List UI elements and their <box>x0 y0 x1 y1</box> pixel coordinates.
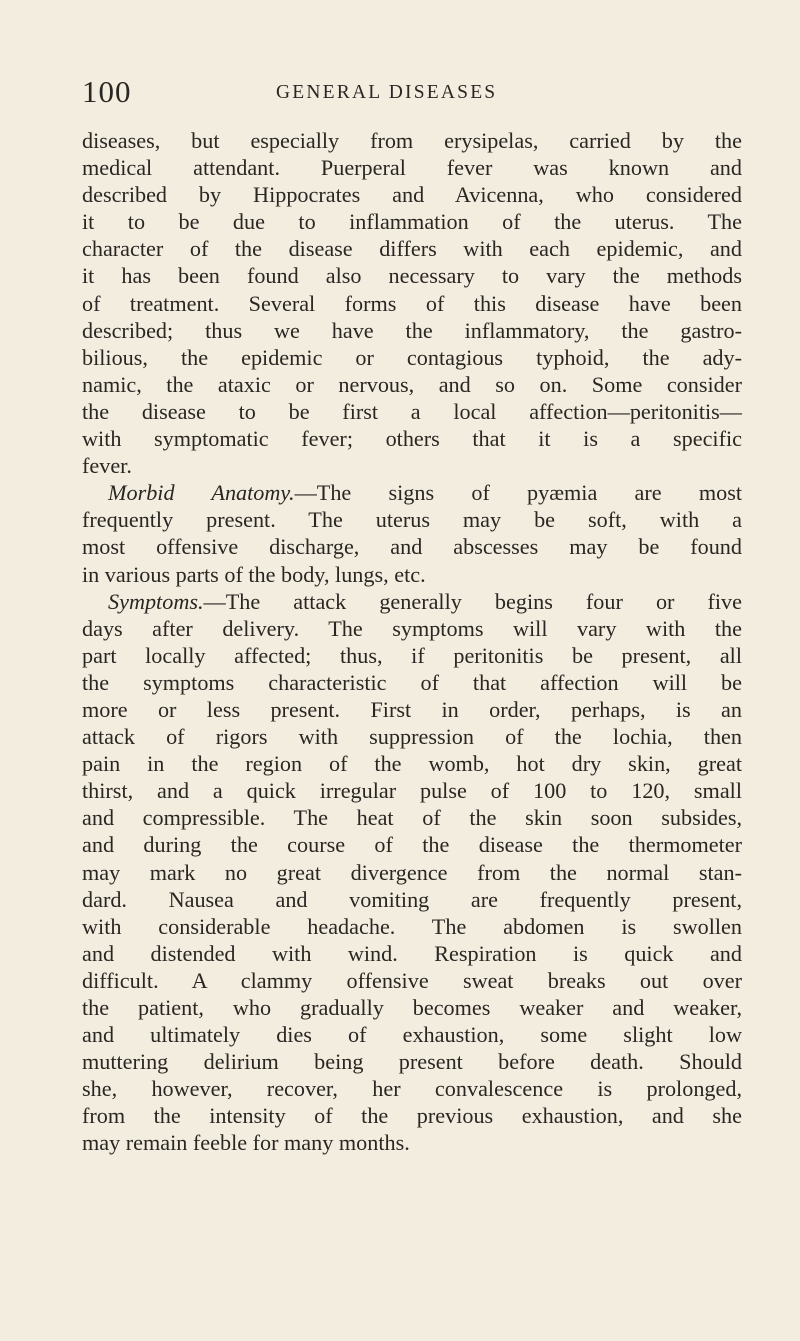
paragraph-intro <box>82 127 742 479</box>
text-line: described; thus we have the inflammatory, the gastro- <box>82 317 742 343</box>
text-line: from the intensity of the previous exhaustion, and she <box>82 1103 742 1129</box>
text-line: namic, the ataxic or nervous, and so on. Some consider <box>82 371 742 397</box>
section-heading-morbid-anatomy: Morbid Anatomy. <box>108 480 295 506</box>
text-line: more or less present. First in order, perhaps, is an <box>82 696 742 722</box>
page-header <box>82 74 742 114</box>
text-line: and compressible. The heat of the skin soon subsides, <box>82 805 742 831</box>
text-line: pain in the region of the womb, hot dry skin, great <box>82 751 742 777</box>
text-line: medical attendant. Puerperal fever was known and <box>82 155 742 181</box>
text-line: with considerable headache. The abdomen is swollen <box>82 913 742 939</box>
text-run: —The attack generally begins four or five <box>203 588 742 614</box>
text-line: she, however, recover, her convalescence is prolonged, <box>82 1076 742 1102</box>
text-line: in various parts of the body, lungs, etc. <box>82 561 426 587</box>
page-number: 100 <box>82 74 132 109</box>
text-line: diseases, but especially from erysipelas, carried by the <box>82 128 742 153</box>
text-line: days after delivery. The symptoms will vary with the <box>82 615 742 641</box>
text-line: and ultimately dies of exhaustion, some slight low <box>82 1022 742 1048</box>
book-page <box>82 74 743 1156</box>
text-line <box>82 479 742 506</box>
text-line: fever. <box>82 453 132 479</box>
text-line: described by Hippocrates and Avicenna, who considered <box>82 182 742 208</box>
text-line: it has been found also necessary to vary the methods <box>82 263 742 289</box>
text-line: and during the course of the disease the thermometer <box>82 832 742 858</box>
text-line: bilious, the epidemic or contagious typhoid, the ady- <box>82 344 742 370</box>
text-line: may mark no great divergence from the normal stan- <box>82 859 742 885</box>
text-line: the patient, who gradually becomes weaker and weaker, <box>82 995 742 1020</box>
text-line: the symptoms characteristic of that affection will be <box>82 669 742 695</box>
text-run: —The signs of pyæmia are most <box>294 480 743 506</box>
body-text <box>82 127 742 1157</box>
text-line: and distended with wind. Respiration is quick and <box>82 940 742 966</box>
text-line: attack of rigors with suppression of the lochia, then <box>82 724 742 750</box>
section-heading-symptoms: Symptoms. <box>108 588 204 614</box>
text-line: the disease to be first a local affection—peritonitis— <box>82 398 742 424</box>
text-line: difficult. A clammy offensive sweat breaks out over <box>82 967 742 993</box>
text-line: with symptomatic fever; others that it is a specific <box>82 426 742 452</box>
paragraph-morbid-anatomy <box>82 479 742 587</box>
text-line: part locally affected; thus, if peritonitis be present, all <box>82 642 742 668</box>
text-line: thirst, and a quick irregular pulse of 100 to 120, small <box>82 778 742 804</box>
text-line: dard. Nausea and vomiting are frequently present, <box>82 886 742 912</box>
text-line: it to be due to inflammation of the uterus. The <box>82 209 742 235</box>
text-line: most offensive discharge, and abscesses may be found <box>82 534 742 560</box>
text-line: of treatment. Several forms of this disease have been <box>82 290 742 316</box>
text-line: character of the disease differs with each epidemic, and <box>82 236 742 262</box>
paragraph-symptoms <box>82 588 742 1157</box>
running-head: GENERAL DISEASES <box>276 82 498 103</box>
text-line: frequently present. The uterus may be soft, with a <box>82 507 742 533</box>
text-line: muttering delirium being present before death. Should <box>82 1049 742 1075</box>
text-line: may remain feeble for many months. <box>82 1130 410 1156</box>
text-line <box>82 588 742 615</box>
